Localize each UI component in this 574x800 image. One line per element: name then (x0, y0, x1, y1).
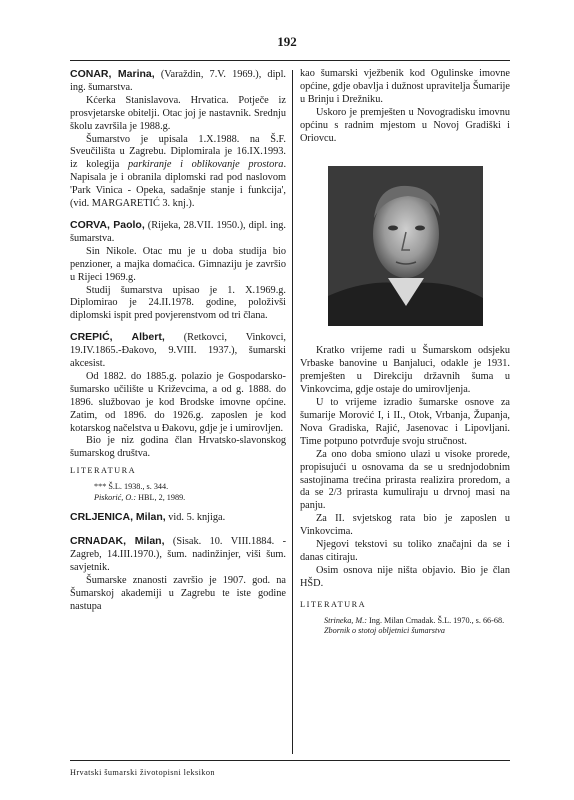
entry-conar-p3 (70, 134, 286, 211)
entry-conar-intro (70, 68, 286, 95)
entry-crljenica-ref: vid. 5. knjiga. (165, 512, 226, 524)
entry-crepic-intro (70, 331, 286, 371)
entry-conar-heading: CONAR, Marina, (70, 68, 155, 80)
entry-crepic-heading: CREPIĆ, Albert, (70, 331, 165, 344)
entry-corva-dates: (Rijeka, 28.VII. 1950.), dipl. ing. šumarstva. (70, 219, 286, 244)
entry-conar-p3-text-b: . Napisala je i obranila diplomski rad pod naslovom 'Park Vinica - Opeka, sadašnje stanje i funkcija', (vid. MARGARETIĆ 3. knj.). (70, 159, 287, 210)
entry-corva-p3: Studij šumarstva upisao je 1. X.1969.g. Diplomirao je 24.II.1978. godine, položivši diplomski ispit pred povjerenstvom od tri člana. (70, 284, 286, 322)
entry-corva-intro (70, 219, 286, 246)
portrait-photo (328, 166, 483, 326)
literature-source: HBL, 2, 1989. (136, 492, 186, 502)
literature-source: Ing. Milan Crnadak. Š.L. 1970., s. 66-68. (366, 615, 505, 625)
entry-conar-p2: Kćerka Stanislavova. Hrvatica. Potječe iz prosvjetarske obitelji. Otac joj je nastavnik. Srednju školu završila je 1988.g. (70, 94, 286, 132)
entry-crepic-p2: Od 1882. do 1885.g. polazio je Gospodarsko-šumarsko učilište u Križevcima, a od g. 1888. do 1896. službovao je kod Brodske imovne općine. Zatim, od 1896. do 1926.g. zaposlen je kod kotarskog načelstva u Đakovu, gdje je i umirovljen. (70, 370, 286, 434)
entry-corva-p2: Sin Nikole. Otac mu je u doba studija bio penzioner, a majka domaćica. Gimnaziju je završio u Rijeci 1969.g. (70, 245, 286, 283)
entry-crnadak-p8: Njegovi tekstovi su toliko značajni da se i danas citiraju. (300, 539, 510, 563)
entry-crnadak-p2: Šumarske znanosti završio je 1907. god. na Šumarskoj akademiji u Zagrebu te iste godine nastupa (70, 575, 286, 612)
column-divider (292, 70, 293, 754)
right-column (300, 68, 510, 637)
literature-item (300, 616, 510, 627)
portrait-frame (300, 161, 510, 331)
literature-author: Piskorić, O.: (94, 492, 137, 502)
page-number: 192 (277, 34, 297, 49)
literature-heading: LITERATURA (300, 599, 367, 609)
entry-crnadak (70, 535, 286, 613)
entry-corva (70, 219, 286, 323)
entry-conar-dates: (Varaždin, 7.V. 1969.), dipl. ing. šumarstva. (70, 69, 287, 93)
entry-crnadak-dates: (Sisak. 10. VIII.1884. - Zagreb, 14.III.1970.), šum. nadinžinjer, viši šum. savjetnik. (70, 536, 286, 574)
entry-crnadak-p9: Osim osnova nije ništa objavio. Bio je član HŠD. (300, 564, 510, 589)
entry-crepic-p3: Bio je niz godina član Hrvatsko-slavonskog šumarskog društva. (70, 435, 286, 460)
footer-rule (70, 760, 510, 761)
entry-crnadak-intro (70, 535, 286, 575)
entry-crnadak-p5: U to vrijeme izradio šumarske osnove za šumarije Morović I, i II., Otok, Vrbanja, Županja, Nova Gradiska, Rajić, Jasenovac i Lipovljani. Time potpuno potvrđuje svoju stručnost. (300, 397, 510, 447)
entry-crnadak-p4: Kratko vrijeme radi u Šumarskom odsjeku Vrbaske banovine u Banjaluci, odakle je 1931. premješten u Direkciju državnih šuma u Vinkovcima, gdje ostaje do umirovljenja. (300, 345, 510, 396)
entry-crljenica-heading: CRLJENICA, Milan, (70, 511, 166, 524)
entry-conar-p3-text: Šumarstvo je upisala 1.X.1988. na Š.F. Sveučilišta u Zagrebu. Diplomirala je 16.IX.1993. iz kolegija (70, 133, 286, 171)
literature-author: Strineka, M.: (324, 615, 367, 625)
entry-crnadak-heading: CRNADAK, Milan, (70, 535, 165, 548)
entry-conar-p3-emph: parkiranje i oblikovanje prostora (127, 159, 284, 171)
literature-item (70, 493, 286, 504)
footer-title: Hrvatski šumarski životopisni leksikon (70, 768, 215, 777)
literature-heading: LITERATURA (70, 466, 137, 476)
header-rule (70, 60, 510, 61)
literature-item (300, 626, 510, 637)
entry-crepic-dates: (Retkovci, Vinkovci, 19.IV.1865.-Đakovo, 9.VIII. 1937.), šumarski akcesist. (70, 332, 287, 370)
entry-corva-heading: CORVA, Paolo, (70, 218, 145, 231)
entry-crnadak-continued: kao šumarski vježbenik kod Ogulinske imovne općine, gdje obavlja i dužnost upravitelja Šumarije u Brinju i Drežniku. (300, 68, 510, 105)
literature-item: *** Š.L. 1938., s. 344. (94, 482, 169, 492)
entry-crljenica (70, 511, 286, 525)
entry-crnadak-p6: Za ono doba smiono ulazi u visoke prorede, propisujući u osnovama da se u srednjodobnim sastojinama trećina prirasta realizira proredom, a da se 2/3 prirasta kumuliraju u drvnoj masi na panju. (300, 448, 510, 512)
entry-crepic (70, 331, 286, 503)
entry-crnadak-p3: Uskoro je premješten u Novogradisku imovnu općinu s radnim mjestom u Novoj Gradiški i Oriovcu. (300, 106, 510, 144)
entry-crnadak-p7: Za II. svjetskog rata bio je zaposlen u Vinkovcima. (300, 513, 510, 538)
portrait-image (328, 166, 483, 326)
entry-conar (70, 68, 286, 211)
literature-source: Zbornik o stotoj obljetnici šumarstva (324, 626, 445, 636)
left-column (70, 68, 286, 622)
